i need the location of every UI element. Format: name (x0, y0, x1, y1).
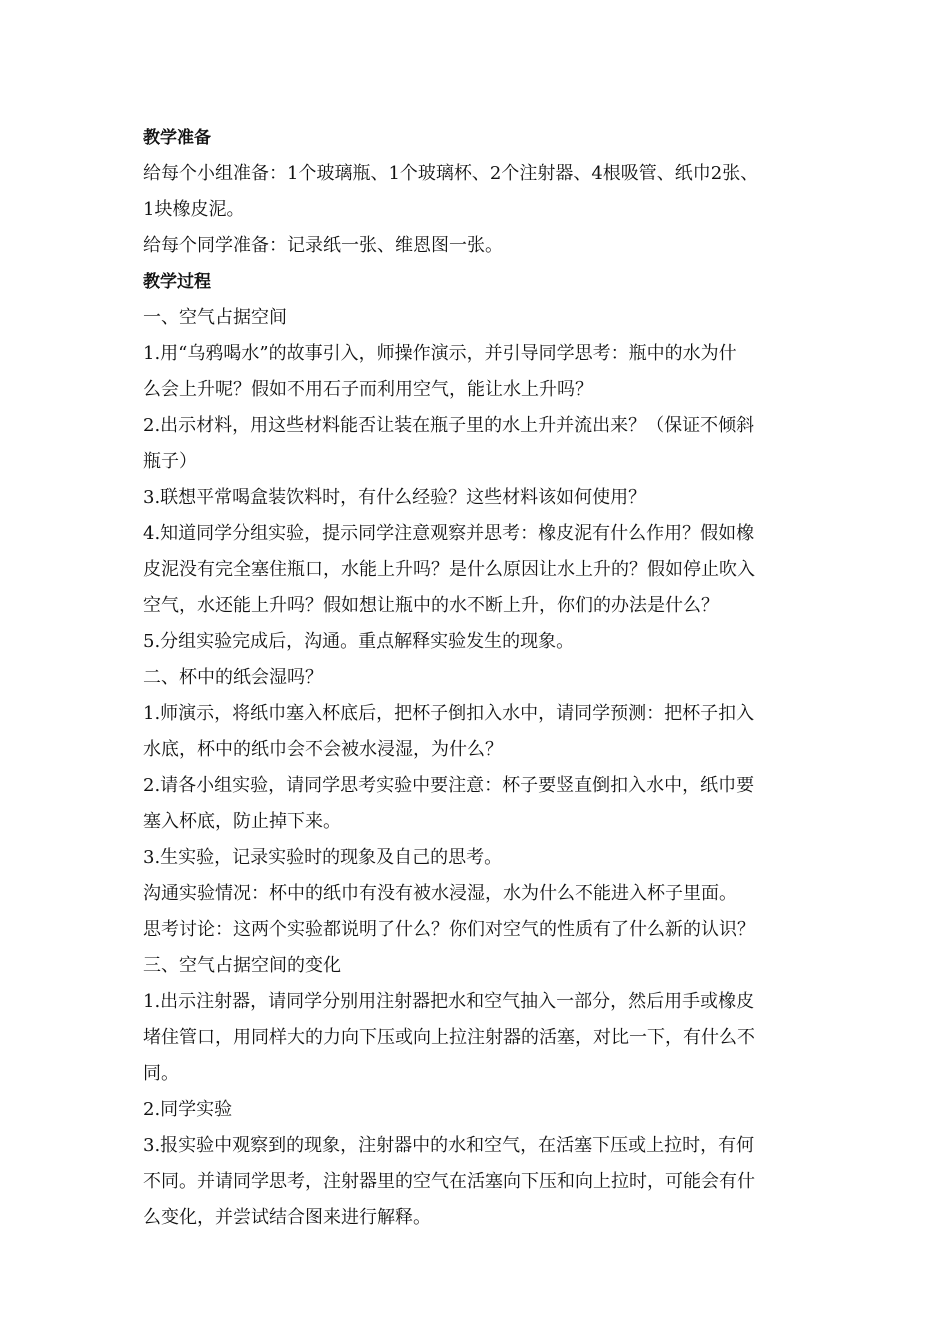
text-line: 么变化，并尝试结合图来进行解释。 (143, 1207, 431, 1228)
text-line: 1.用“乌鸦喝水”的故事引入，师操作演示，并引导同学思考：瓶中的水为什 (143, 343, 737, 364)
text-line: 给每个同学准备：记录纸一张、维恩图一张。 (143, 235, 503, 256)
text-line: 思考讨论：这两个实验都说明了什么？你们对空气的性质有了什么新的认识？ (143, 919, 755, 940)
text-line: 同。 (143, 1063, 179, 1084)
text-line: 5.分组实验完成后，沟通。重点解释实验发生的现象。 (143, 631, 575, 652)
text-line: 不同。并请同学思考，注射器里的空气在活塞向下压和向上拉时，可能会有什 (143, 1171, 755, 1192)
text-line: 空气，水还能上升吗？假如想让瓶中的水不断上升，你们的办法是什么？ (143, 595, 719, 616)
text-line: 塞入杯底，防止掉下来。 (143, 811, 341, 832)
text-line: 4.知道同学分组实验，提示同学注意观察并思考：橡皮泥有什么作用？假如橡 (143, 523, 755, 544)
text-line: 三、空气占据空间的变化 (143, 955, 341, 976)
text-line: 堵住管口，用同样大的力向下压或向上拉注射器的活塞，对比一下，有什么不 (143, 1027, 755, 1048)
text-line: 水底，杯中的纸巾会不会被水浸湿，为什么？ (143, 739, 503, 760)
text-line: 瓶子） (143, 451, 197, 472)
text-line: 3.生实验，记录实验时的现象及自己的思考。 (143, 847, 503, 868)
text-line: 二、杯中的纸会湿吗？ (143, 667, 323, 688)
text-line: 3.联想平常喝盒装饮料时，有什么经验？这些材料该如何使用？ (143, 487, 647, 508)
text-line: 1.出示注射器，请同学分别用注射器把水和空气抽入一部分，然后用手或橡皮 (143, 991, 755, 1012)
section-heading: 教学过程 (143, 272, 211, 292)
text-line: 1.师演示，将纸巾塞入杯底后，把杯子倒扣入水中，请同学预测：把杯子扣入 (143, 703, 755, 724)
text-line: 沟通实验情况：杯中的纸巾有没有被水浸湿，水为什么不能进入杯子里面。 (143, 883, 737, 904)
text-line: 皮泥没有完全塞住瓶口，水能上升吗？是什么原因让水上升的？假如停止吹入 (143, 559, 755, 580)
text-line: 2.出示材料，用这些材料能否让装在瓶子里的水上升并流出来？（保证不倾斜 (143, 415, 755, 436)
document-page (143, 120, 815, 1236)
text-line: 1块橡皮泥。 (143, 199, 245, 220)
text-line: 2.请各小组实验，请同学思考实验中要注意：杯子要竖直倒扣入水中，纸巾要 (143, 775, 755, 796)
text-line: 一、空气占据空间 (143, 307, 287, 328)
text-line: 3.报实验中观察到的现象，注射器中的水和空气，在活塞下压或上拉时，有何 (143, 1135, 755, 1156)
text-line: 给每个小组准备：1个玻璃瓶、1个玻璃杯、2个注射器、4根吸管、纸巾2张、 (143, 163, 759, 184)
text-line: 2.同学实验 (143, 1099, 233, 1120)
text-line: 么会上升呢？假如不用石子而利用空气，能让水上升吗？ (143, 379, 593, 400)
section-heading: 教学准备 (143, 128, 211, 148)
